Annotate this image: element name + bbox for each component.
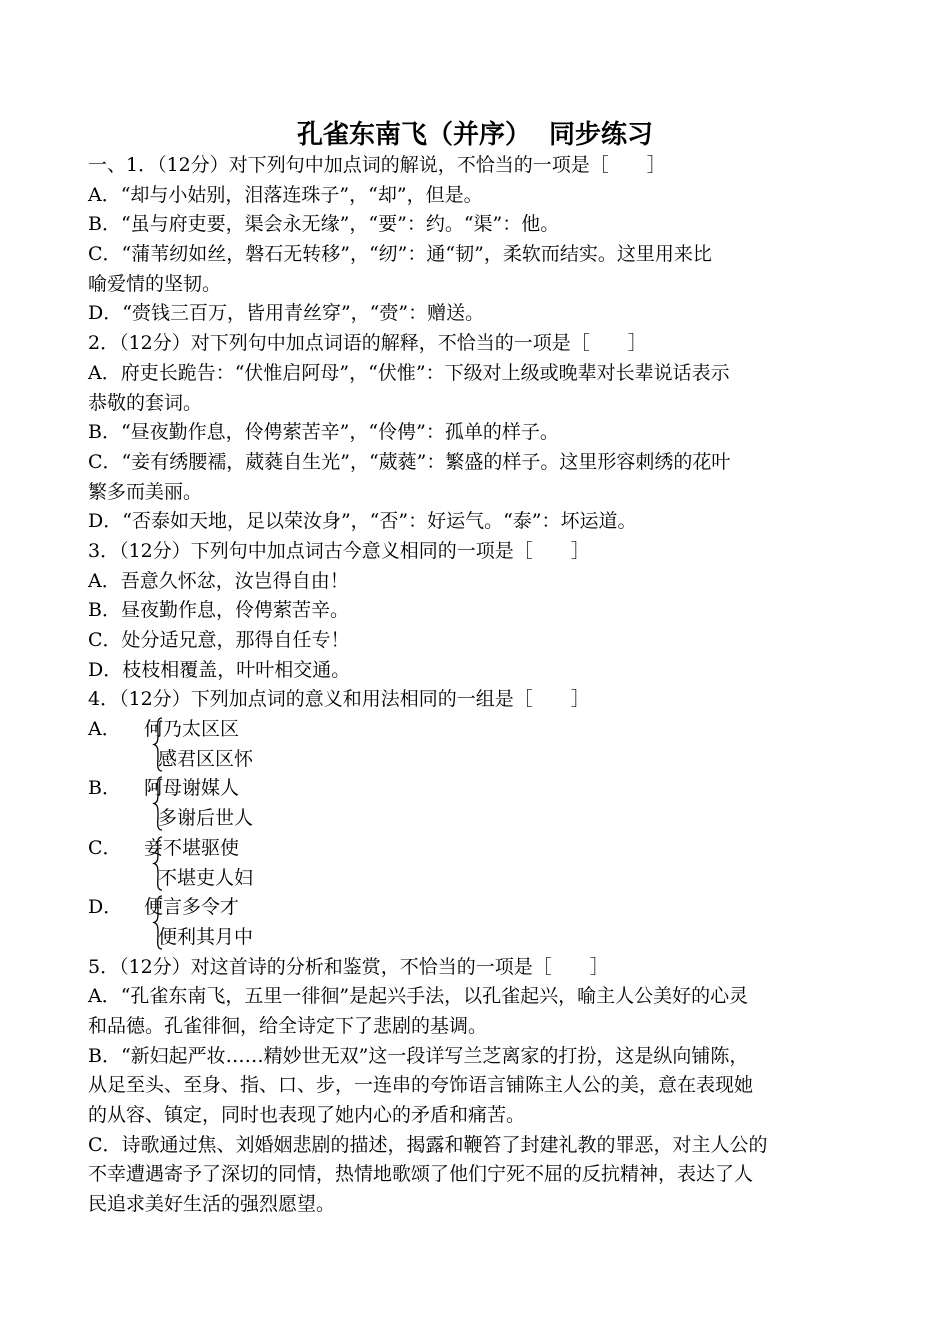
q3-option-a: A．吾意久怀忿，汝岂得自由！	[88, 569, 349, 592]
question-4-stem: 4．（12分）下列加点词的意义和用法相同的一组是［ ］	[88, 688, 590, 711]
brace-icon	[152, 895, 164, 950]
second-sentence: 不堪吏人妇	[158, 866, 254, 889]
option-letter: A．	[88, 718, 121, 741]
q2-option-b: B．“昼夜勤作息，伶俜萦苦辛”，“伶俜”：孤单的样子。	[88, 421, 559, 444]
first-sentence: 便言多令才	[144, 896, 240, 919]
q3-option-d: D．枝枝相覆盖，叶叶相交通。	[88, 658, 351, 681]
brace-icon	[152, 836, 164, 891]
q3-option-c: C．处分适兄意，那得自任专！	[88, 629, 350, 651]
q5-option-a-continued: 和品德。孔雀徘徊，给全诗定下了悲剧的基调。	[88, 1015, 488, 1037]
q4-option-c	[88, 834, 868, 893]
q3-option-b: B．昼夜勤作息，伶俜萦苦辛。	[88, 599, 349, 622]
second-sentence: 便利其月中	[158, 925, 254, 948]
q2-option-a: A．府吏长跪告：“伏惟启阿母”，“伏惟”：下级对上级或晚辈对长辈说话表示	[88, 361, 730, 384]
brace-icon	[152, 776, 164, 831]
q5-option-c-continued: 民追求美好生活的强烈愿望。	[88, 1193, 336, 1216]
q4-option-d	[88, 893, 868, 952]
first-sentence: 妾不堪驱使	[144, 836, 240, 859]
q5-option-b: B．“新妇起严妆……精妙世无双”这一段详写兰芝离家的打扮，这是纵向铺陈，	[88, 1044, 749, 1067]
page-title: 孔雀东南飞（并序） 同步练习	[296, 120, 654, 150]
q1-option-d: D．“赍钱三百万，皆用青丝穿”，“赍”：赠送。	[88, 302, 485, 325]
q2-option-c: C．“妾有绣腰襦，葳蕤自生光”，“葳蕤”：繁盛的样子。这里形容刺绣的花叶	[88, 450, 731, 473]
q2-option-d: D．“否泰如天地，足以荣汝身”，“否”：好运气。“泰”：坏运道。	[88, 510, 637, 533]
q1-option-c: C．“蒲苇纫如丝，磐石无转移”，“纫”：通“韧”，柔软而结实。这里用来比	[88, 243, 712, 266]
first-sentence: 何乃太区区	[144, 718, 240, 741]
q1-option-b: B．“虽与府吏要，渠会永无缘”，“要”：约。“渠”：他。	[88, 213, 560, 236]
question-2-stem: 2．（12分）对下列句中加点词语的解释，不恰当的一项是［ ］	[88, 332, 647, 355]
q1-option-a: A．“却与小姑别，泪落连珠子”，“却”，但是。	[88, 183, 483, 206]
option-letter: D．	[88, 896, 123, 919]
second-sentence: 感君区区怀	[158, 747, 254, 770]
q2-option-c-continued: 繁多而美丽。	[88, 480, 203, 503]
option-letter: C．	[88, 836, 122, 859]
question-1-stem: 一、1．（12分）对下列句中加点词的解说，不恰当的一项是［ ］	[88, 154, 666, 176]
q5-option-b-continued: 的从容、镇定，同时也表现了她内心的矛盾和痛苦。	[88, 1104, 526, 1127]
brace-icon	[152, 717, 164, 772]
q5-option-a: A．“孔雀东南飞，五里一徘徊”是起兴手法，以孔雀起兴，喻主人公美好的心灵	[88, 985, 749, 1008]
worksheet-body	[88, 151, 868, 1220]
q5-option-c: C．诗歌通过焦、刘婚姻悲剧的描述，揭露和鞭笞了封建礼教的罪恶，对主人公的	[88, 1133, 768, 1156]
question-3-stem: 3．（12分）下列句中加点词古今意义相同的一项是［ ］	[88, 539, 590, 562]
q4-option-a	[88, 715, 868, 774]
q5-option-c-continued: 不幸遭遇寄予了深切的同情，热情地歌颂了他们宁死不屈的反抗精神，表达了人	[88, 1163, 754, 1186]
question-5-stem: 5．（12分）对这首诗的分析和鉴赏，不恰当的一项是［ ］	[88, 955, 609, 978]
second-sentence: 多谢后世人	[158, 807, 254, 830]
option-letter: B．	[88, 777, 121, 800]
q2-option-a-continued: 恭敬的套词。	[88, 391, 203, 414]
q4-option-b	[88, 774, 868, 833]
first-sentence: 阿母谢媒人	[144, 777, 240, 800]
q1-option-c-continued: 喻爱情的坚韧。	[88, 272, 222, 295]
q5-option-b-continued: 从足至头、至身、指、口、步，一连串的夸饰语言铺陈主人公的美，意在表现她	[88, 1074, 754, 1097]
